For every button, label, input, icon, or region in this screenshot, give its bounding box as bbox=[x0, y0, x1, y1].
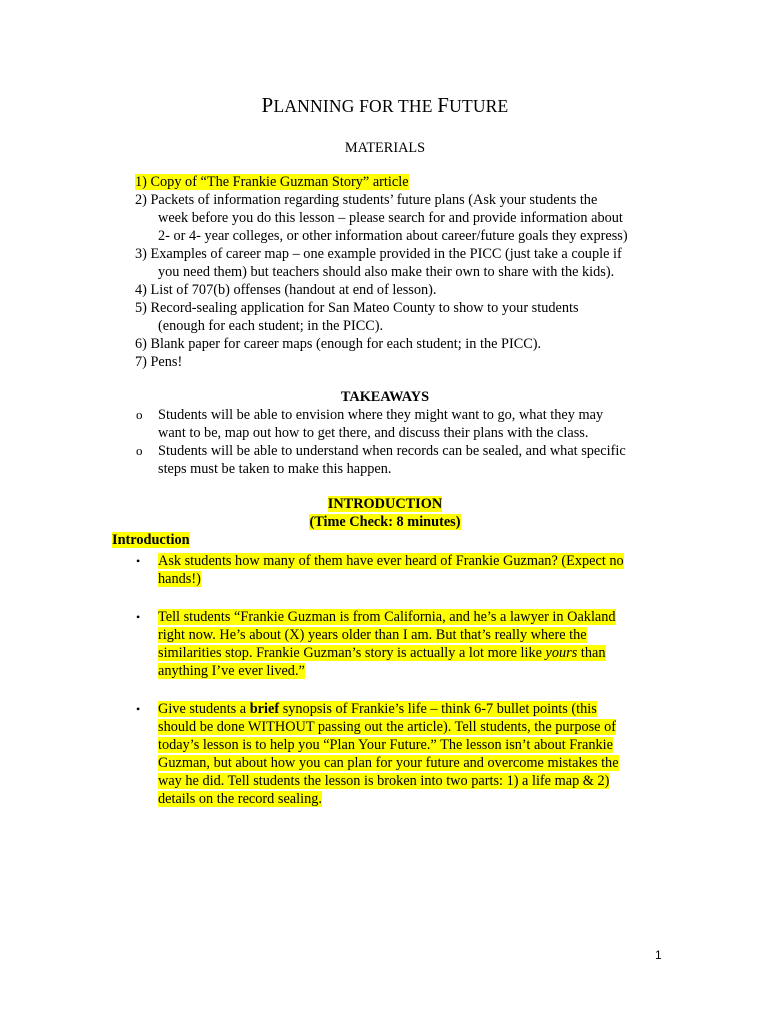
materials-line: 4) List of 707(b) offenses (handout at end of lesson). bbox=[135, 282, 437, 298]
bullet-dot-icon: • bbox=[136, 702, 141, 716]
materials-line: 2- or 4- year colleges, or other information about career/future goals they express) bbox=[158, 228, 628, 244]
bullet-line: similarities stop. Frankie Guzman’s story is actually a lot more like yours than bbox=[158, 645, 606, 661]
bullet-line: should be done WITHOUT passing out the article). Tell students, the purpose of bbox=[158, 719, 617, 735]
takeaway-line: Students will be able to envision where they might want to go, what they may bbox=[158, 407, 604, 423]
introduction-subheading: Introduction bbox=[112, 532, 190, 548]
bullet-line: hands!) bbox=[158, 571, 201, 587]
materials-line: (enough for each student; in the PICC). bbox=[158, 318, 384, 334]
bullet-line: details on the record sealing. bbox=[158, 791, 322, 807]
page-title: PLANNING FOR THE FUTURE bbox=[261, 93, 509, 117]
bullet-line: way he did. Tell students the lesson is broken into two parts: 1) a life map & 2) bbox=[158, 773, 610, 789]
takeaways-heading: TAKEAWAYS bbox=[340, 389, 430, 405]
emphasis-brief: brief bbox=[249, 701, 280, 717]
bullet-line: today’s lesson is to help you “Plan Your Future.” The lesson isn’t about Frankie bbox=[158, 737, 613, 753]
materials-line: you need them) but teachers should also make their own to share with the kids). bbox=[158, 264, 615, 280]
takeaway-line: steps must be taken to make this happen. bbox=[158, 461, 392, 477]
materials-line: week before you do this lesson – please search for and provide information about bbox=[158, 210, 623, 226]
bullet-line: Guzman, but about how you can plan for your future and overcome mistakes the bbox=[158, 755, 619, 771]
emphasis-yours: yours bbox=[545, 645, 578, 661]
circle-bullet-icon: o bbox=[136, 443, 143, 458]
page-number: 1 bbox=[655, 948, 662, 962]
takeaway-line: Students will be able to understand when records can be sealed, and what specific bbox=[158, 443, 626, 459]
bullet-line: Tell students “Frankie Guzman is from California, and he’s a lawyer in Oakland bbox=[158, 609, 616, 625]
materials-line: 6) Blank paper for career maps (enough for each student; in the PICC). bbox=[135, 336, 542, 352]
bullet-line: Ask students how many of them have ever heard of Frankie Guzman? (Expect no bbox=[158, 553, 624, 569]
bullet-line: right now. He’s about (X) years older than I am. But that’s really where the bbox=[158, 627, 587, 643]
bullet-line: anything I’ve ever lived.” bbox=[158, 663, 305, 679]
materials-line: 2) Packets of information regarding students’ future plans (Ask your students the bbox=[135, 192, 598, 208]
takeaway-line: want to be, map out how to get there, and discuss their plans with the class. bbox=[158, 425, 589, 441]
bullet-line: Give students a brief synopsis of Frankie’s life – think 6-7 bullet points (this bbox=[158, 701, 597, 717]
circle-bullet-icon: o bbox=[136, 407, 143, 422]
time-check: (Time Check: 8 minutes) bbox=[309, 514, 461, 530]
materials-heading: MATERIALS bbox=[344, 140, 426, 156]
materials-line: 3) Examples of career map – one example provided in the PICC (just take a couple if bbox=[135, 246, 622, 262]
materials-line: 7) Pens! bbox=[135, 354, 183, 370]
materials-line: 1) Copy of “The Frankie Guzman Story” article bbox=[135, 174, 409, 190]
bullet-dot-icon: • bbox=[136, 554, 141, 568]
materials-line: 5) Record-sealing application for San Mateo County to show to your students bbox=[135, 300, 579, 316]
introduction-heading: INTRODUCTION bbox=[327, 496, 443, 512]
bullet-dot-icon: • bbox=[136, 610, 141, 624]
